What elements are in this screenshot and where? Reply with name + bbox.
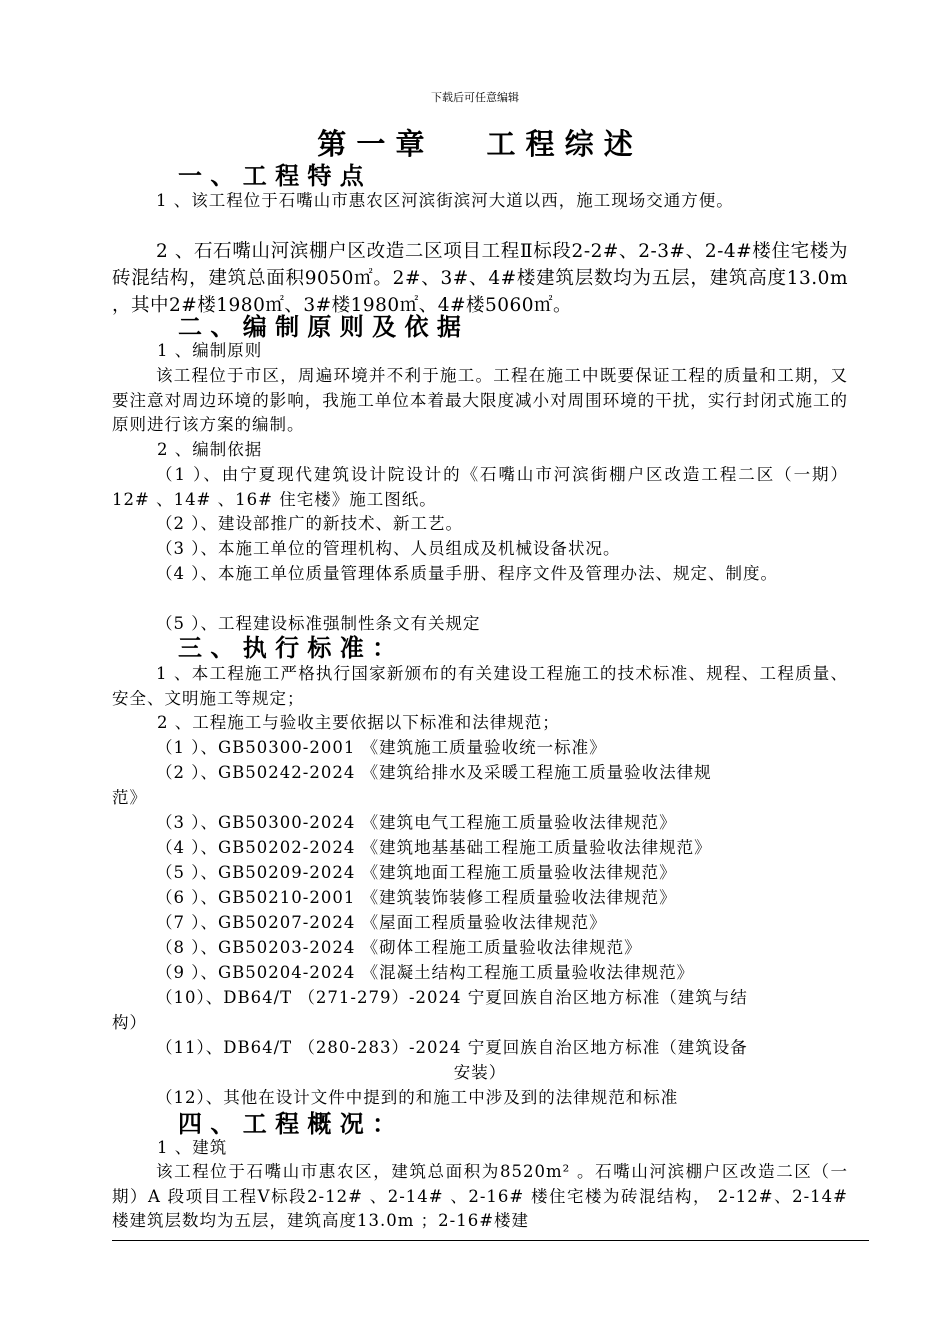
standard-item-11-cont: 安装） <box>453 1063 507 1082</box>
basis-item-5: （5 ）、工程建设标准强制性条文有关规定 <box>156 614 481 633</box>
section-4-title: 四 、 工 程 概 况 ： <box>178 1110 397 1138</box>
standard-item-2: （2 ）、GB50242-2024 《建筑给排水及采暖工程施工质量验收法律规 <box>156 763 712 782</box>
section-2-subtitle-1: 1 、编制原则 <box>157 341 263 360</box>
section-2-paragraph-1: 该工程位于市区，周遍环境并不利于施工。工程在施工中既要保证工程的质量和工期，又要注意对周边环境的影响，我施工单位本着最大限度减小对周围环境的干扰，实行封闭式施工的原则进行该方案的编制。 <box>112 366 848 434</box>
section-2-subtitle-2: 2 、编制依据 <box>157 440 263 459</box>
standard-item-11: （11）、DB64/T （280-283）-2024 宁夏回族自治区地方标准（建筑设备 <box>156 1038 748 1057</box>
basis-item-3: （3 ）、本施工单位的管理机构、人员组成及机械设备状况。 <box>156 539 621 558</box>
chapter-number: 第 一 章 <box>317 127 425 161</box>
section-4-paragraph-1: 该工程位于石嘴山市惠农区，建筑总面积为8520m² 。石嘴山河滨棚户区改造二区（一期）A 段项目工程Ⅴ标段2-12# 、2-14# 、2-16# 楼住宅楼为砖混结构， 2-12#、2-14#楼建筑层数均为五层，建筑高度13.0m ；2-16#楼建 <box>112 1162 848 1230</box>
section-1-title: 一 、 工 程 特 点 <box>178 162 364 190</box>
basis-item-4: （4 ）、本施工单位质量管理体系质量手册、程序文件及管理办法、规定、制度。 <box>156 564 778 583</box>
basis-item-1: （1 ）、由宁夏现代建筑设计院设计的《石嘴山市河滨街棚户区改造工程二区（一期）12# 、14# 、16# 住宅楼》施工图纸。 <box>112 465 848 509</box>
standard-item-4: （4 ）、GB50202-2024 《建筑地基基础工程施工质量验收法律规范》 <box>156 838 712 857</box>
section-1-paragraph-2: 2 、石石嘴山河滨棚户区改造二区项目工程Ⅱ标段2-2#、2-3#、2-4#楼住宅楼为砖混结构，建筑总面积9050㎡。2#、3#、4#楼建筑层数均为五层，建筑高度13.0m ，其中2#楼1980㎡、3#楼1980㎡、4#楼5060㎡。 <box>112 241 848 316</box>
basis-item-2: （2 ）、建设部推广的新技术、新工艺。 <box>156 514 463 533</box>
standard-item-5: （5 ）、GB50209-2024 《建筑地面工程施工质量验收法律规范》 <box>156 863 677 882</box>
standard-item-8: （8 ）、GB50203-2024 《砌体工程施工质量验收法律规范》 <box>156 938 642 957</box>
standard-item-6: （6 ）、GB50210-2001 《建筑装饰装修工程质量验收法律规范》 <box>156 888 677 907</box>
chapter-name: 工 程 综 述 <box>486 127 633 161</box>
standard-item-10-cont: 构） <box>112 1013 147 1032</box>
standard-item-7: （7 ）、GB50207-2024 《屋面工程质量验收法律规范》 <box>156 913 607 932</box>
standard-item-3: （3 ）、GB50300-2024 《建筑电气工程施工质量验收法律规范》 <box>156 813 677 832</box>
standard-item-12: （12）、其他在设计文件中提到的和施工中涉及到的法律规范和标准 <box>156 1088 679 1107</box>
section-3-paragraph-1: 1 、本工程施工严格执行国家新颁布的有关建设工程施工的技术标准、规程、工程质量、安全、文明施工等规定； <box>112 664 848 708</box>
header-note: 下载后可任意编辑 <box>431 91 519 104</box>
section-3-paragraph-2: 2 、工程施工与验收主要依据以下标准和法律规范； <box>157 713 560 732</box>
section-4-subtitle-1: 1 、建筑 <box>157 1138 228 1157</box>
footer-rule <box>112 1240 869 1241</box>
section-2-title: 二 、 编 制 原 则 及 依 据 <box>178 313 461 341</box>
section-1-paragraph-1: 1 、该工程位于石嘴山市惠农区河滨街滨河大道以西，施工现场交通方便。 <box>156 191 734 210</box>
section-3-title: 三 、 执 行 标 准 ： <box>178 634 397 662</box>
standard-item-1: （1 ）、GB50300-2001 《建筑施工质量验收统一标准》 <box>156 738 607 757</box>
standard-item-9: （9 ）、GB50204-2024 《混凝土结构工程施工质量验收法律规范》 <box>156 963 695 982</box>
standard-item-2-cont: 范》 <box>112 788 147 807</box>
standard-item-10: （10）、DB64/T （271-279）-2024 宁夏回族自治区地方标准（建筑与结 <box>156 988 748 1007</box>
chapter-title <box>0 122 950 163</box>
